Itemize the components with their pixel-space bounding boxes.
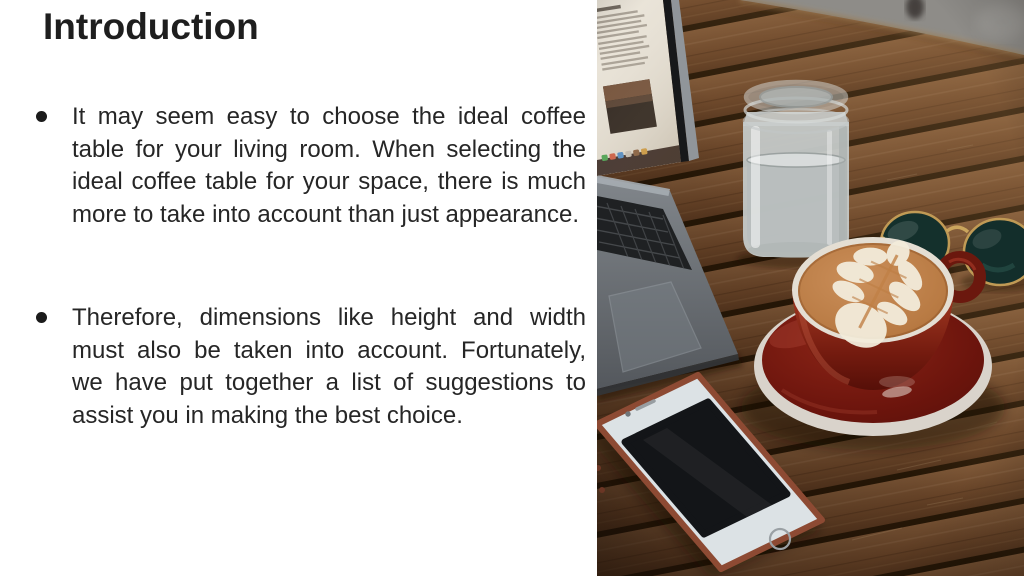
bullet-dot [36, 111, 47, 122]
photo-illustration [597, 0, 1024, 576]
bullet-item [38, 302, 586, 432]
bullet-line: must also be taken into account. Fortunately, [72, 336, 586, 364]
bullet-line: we have put together a list of suggestions to [72, 369, 586, 396]
bullet-line: table for your living room. When selecting the [72, 135, 586, 163]
bullet-line: ideal coffee table for your space, there is much [72, 168, 586, 195]
table-photo [597, 0, 1024, 576]
bullet-line: more to take into account than just appearance. [72, 200, 579, 228]
bullet-item [38, 101, 586, 231]
bullet-line: Therefore, dimensions like height and width [72, 304, 586, 331]
bullet-line: assist you in making the best choice. [72, 401, 463, 429]
bullet-line: It may seem easy to choose the ideal coffee [72, 103, 586, 130]
bullet-list [38, 101, 586, 432]
photo-vignette [597, 0, 1024, 576]
bullet-dot [36, 312, 47, 323]
page-title: Introduction [43, 6, 259, 47]
